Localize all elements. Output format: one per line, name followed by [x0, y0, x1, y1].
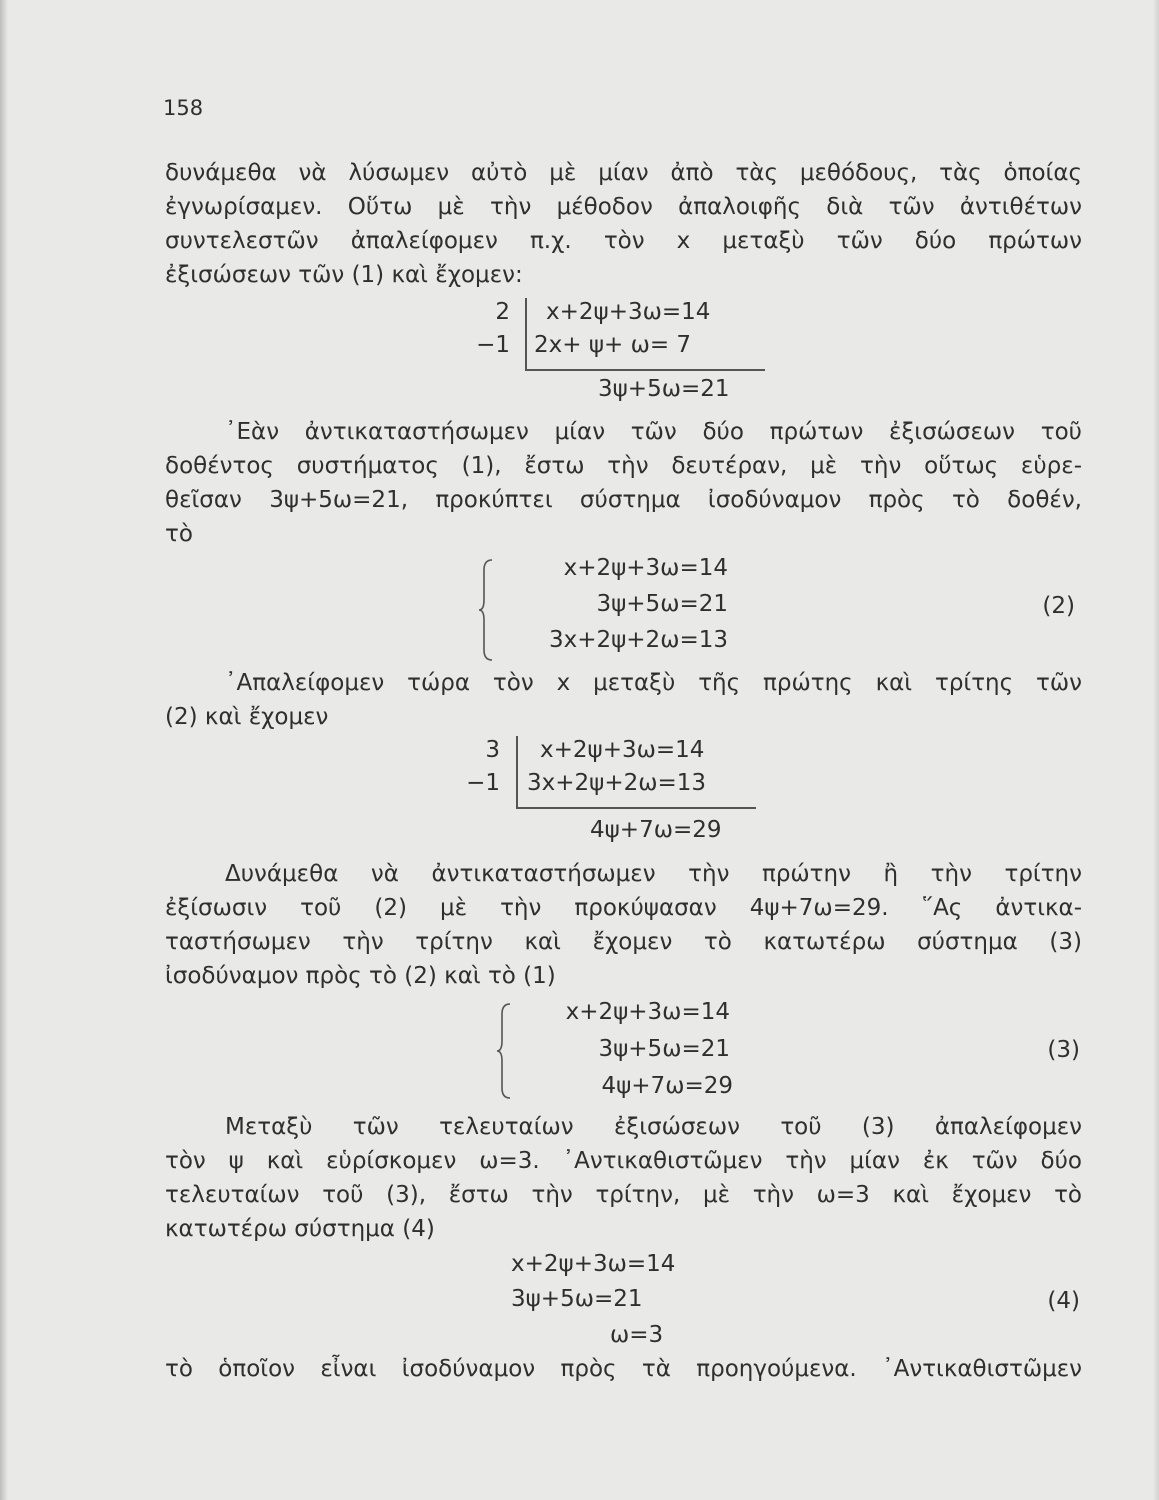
equation: 3ψ+5ω=21 — [596, 591, 728, 617]
separator-bar — [525, 298, 527, 370]
equation: 4ψ+7ω=29 — [601, 1073, 733, 1099]
equation: x+2ψ+3ω=14 — [565, 999, 730, 1025]
text-line: κατωτέρω σύστημα (4) — [165, 1216, 435, 1242]
multiplier: 3 — [485, 737, 500, 763]
text-line: (2) καὶ ἔχομεν — [165, 704, 329, 730]
text-line: συντελεστῶν ἀπαλείφομεν π.χ. τὸν x μεταξὺ τῶν δύο πρώτων — [165, 228, 1082, 254]
page-edge-shadow — [0, 0, 8, 1500]
equation-result: 4ψ+7ω=29 — [590, 817, 722, 843]
equation-label: (3) — [1047, 1037, 1080, 1063]
text-line: ᾽Εὰν ἀντικαταστήσωμεν μίαν τῶν δύο πρώτων ἐξισώσεων τοῦ — [225, 419, 1082, 445]
page-edge-shadow-right — [1153, 0, 1159, 1500]
text-line: ἐξισώσεων τῶν (1) καὶ ἔχομεν: — [165, 262, 523, 288]
sum-rule — [516, 807, 756, 809]
equation: 3x+2ψ+2ω=13 — [548, 627, 728, 653]
equation: x+2ψ+3ω=14 — [563, 555, 728, 581]
text-line: τὸ ὁποῖον εἶναι ἰσοδύναμον πρὸς τὰ προηγούμενα. ᾽Αντικαθιστῶμεν — [165, 1356, 1082, 1382]
text-line: ᾽Απαλείφομεν τώρα τὸν x μεταξὺ τῆς πρώτης καὶ τρίτης τῶν — [225, 670, 1082, 696]
page-number: 158 — [163, 96, 204, 120]
equation: ω=3 — [610, 1322, 664, 1348]
equation: x+2ψ+3ω=14 — [546, 299, 711, 325]
multiplier: 2 — [495, 299, 510, 325]
equation: x+2ψ+3ω=14 — [511, 1251, 676, 1277]
text-line: δοθέντος συστήματος (1), ἔστω τὴν δευτέραν, μὲ τὴν οὕτως εὑρε- — [165, 453, 1082, 479]
equation-result: 3ψ+5ω=21 — [598, 376, 730, 402]
sum-rule — [525, 369, 765, 371]
text-line: ἐξίσωσιν τοῦ (2) μὲ τὴν προκύψασαν 4ψ+7ω=29. ῞Ας ἀντικα- — [165, 895, 1082, 921]
separator-bar — [516, 736, 518, 808]
equation: 3x+2ψ+2ω=13 — [527, 770, 707, 796]
text-line: τελευταίων τοῦ (3), ἔστω τὴν τρίτην, μὲ τὴν ω=3 καὶ ἔχομεν τὸ — [165, 1182, 1082, 1208]
equation: 3ψ+5ω=21 — [598, 1036, 730, 1062]
text-line: ἐγνωρίσαμεν. Οὕτω μὲ τὴν μέθοδον ἀπαλοιφῆς διὰ τῶν ἀντιθέτων — [165, 194, 1082, 220]
multiplier: −1 — [466, 770, 500, 796]
multiplier: −1 — [476, 332, 510, 358]
equation-label: (4) — [1047, 1288, 1080, 1314]
text-line: ἰσοδύναμον πρὸς τὸ (2) καὶ τὸ (1) — [165, 963, 556, 989]
text-line: θεῖσαν 3ψ+5ω=21, προκύπτει σύστημα ἰσοδύναμον πρὸς τὸ δοθέν, — [165, 487, 1082, 513]
text-line: τὸ — [165, 521, 193, 547]
text-line: τὸν ψ καὶ εὑρίσκομεν ω=3. ᾽Αντικαθιστῶμεν τὴν μίαν ἐκ τῶν δύο — [165, 1148, 1082, 1174]
text-line: δυνάμεθα νὰ λύσωμεν αὐτὸ μὲ μίαν ἀπὸ τὰς μεθόδους, τὰς ὁποίας — [165, 160, 1082, 186]
equation: x+2ψ+3ω=14 — [540, 737, 705, 763]
text-line: Μεταξὺ τῶν τελευταίων ἐξισώσεων τοῦ (3) ἀπαλείφομεν — [225, 1114, 1082, 1140]
equation-label: (2) — [1042, 593, 1075, 619]
equation: 2x+ ψ+ ω= 7 — [534, 332, 692, 358]
text-line: Δυνάμεθα νὰ ἀντικαταστήσωμεν τὴν πρώτην ἢ τὴν τρίτην — [225, 861, 1082, 887]
text-line: ταστήσωμεν τὴν τρίτην καὶ ἔχομεν τὸ κατωτέρω σύστημα (3) — [165, 929, 1082, 955]
equation: 3ψ+5ω=21 — [511, 1286, 643, 1312]
